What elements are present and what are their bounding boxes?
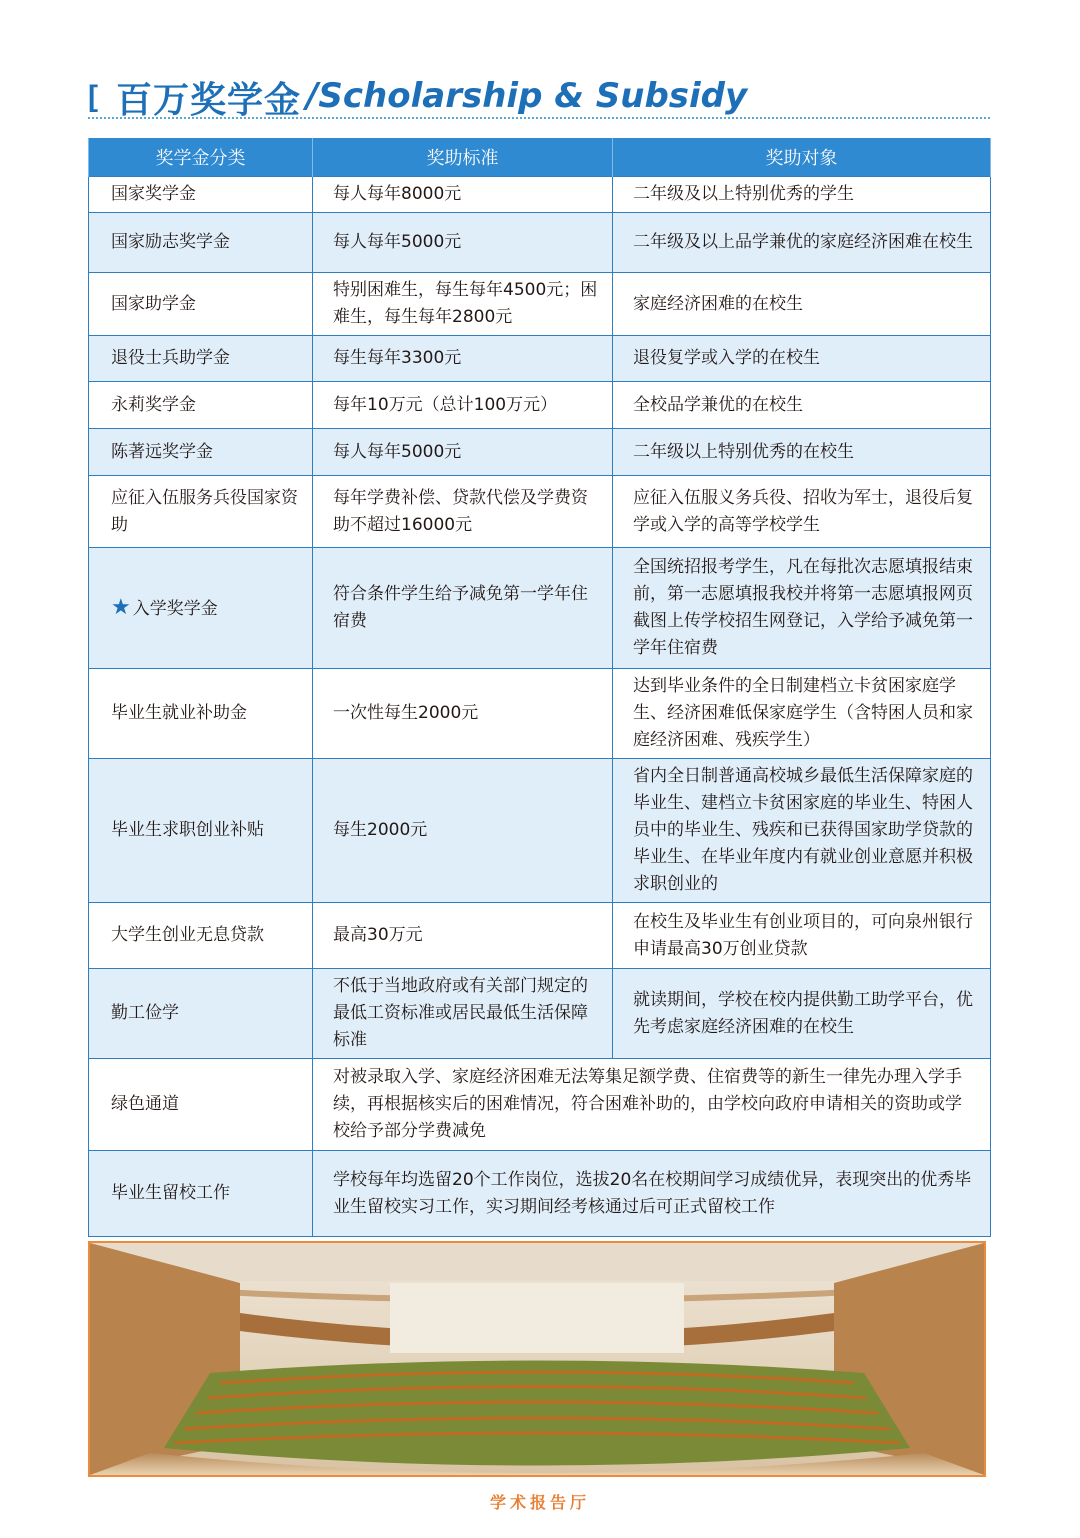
table-row [89,969,991,1059]
standard-cell: 每人每年8000元 [313,177,613,213]
category-cell: 国家助学金 [89,273,313,336]
target-cell: 省内全日制普通高校城乡最低生活保障家庭的毕业生、建档立卡贫困家庭的毕业生、特困人员中的毕业生、残疾和已获得国家助学贷款的毕业生、在毕业年度内有就业创业意愿并积极求职创业的 [613,759,991,903]
title-english: /Scholarship & Subsidy [306,76,748,116]
standard-cell: 每年学费补偿、贷款代偿及学费资助不超过16000元 [313,476,613,548]
table-row [89,429,991,476]
standard-cell: 符合条件学生给予减免第一学年住宿费 [313,548,613,669]
auditorium-photo [88,1241,986,1477]
scholarship-table [88,138,991,1237]
standard-cell: 每人每年5000元 [313,429,613,476]
category-cell: 应征入伍服务兵役国家资助 [89,476,313,548]
table-row [89,476,991,548]
star-icon: ★ [111,594,131,620]
category-cell: 永莉奖学金 [89,382,313,429]
standard-cell: 最高30万元 [313,903,613,969]
column-header-category: 奖学金分类 [89,138,313,177]
standard-cell: 每生每年3300元 [313,336,613,382]
category-label: 入学奖学金 [132,598,218,619]
merged-cell: 学校每年均选留20个工作岗位，选拔20名在校期间学习成绩优异，表现突出的优秀毕业生留校实习工作，实习期间经考核通过后可正式留校工作 [313,1151,991,1237]
target-cell: 二年级以上特别优秀的在校生 [613,429,991,476]
target-cell: 应征入伍服义务兵役、招收为军士，退役后复学或入学的高等学校学生 [613,476,991,548]
table-row [89,273,991,336]
target-cell: 二年级及以上品学兼优的家庭经济困难在校生 [613,213,991,273]
table-row [89,759,991,903]
table-row [89,1059,991,1151]
category-cell: 毕业生留校工作 [89,1151,313,1237]
dotted-divider [88,117,990,119]
table-row [89,336,991,382]
category-cell: 勤工俭学 [89,969,313,1059]
table-row [89,903,991,969]
table-row [89,1151,991,1237]
standard-cell: 特别困难生，每生每年4500元；困难生，每生每年2800元 [313,273,613,336]
category-cell: 陈著远奖学金 [89,429,313,476]
title-bracket: [ [88,80,98,113]
table-row [89,177,991,213]
category-cell: 国家励志奖学金 [89,213,313,273]
category-cell: 毕业生就业补助金 [89,669,313,759]
standard-cell: 不低于当地政府或有关部门规定的最低工资标准或居民最低生活保障标准 [313,969,613,1059]
target-cell: 二年级及以上特别优秀的学生 [613,177,991,213]
column-header-standard: 奖助标准 [313,138,613,177]
target-cell: 全国统招报考学生，凡在每批次志愿填报结束前，第一志愿填报我校并将第一志愿填报网页截图上传学校招生网登记，入学给予减免第一学年住宿费 [613,548,991,669]
standard-cell: 每人每年5000元 [313,213,613,273]
table-header-row [89,138,991,177]
column-header-target: 奖助对象 [613,138,991,177]
category-cell: 退役士兵助学金 [89,336,313,382]
table-row [89,213,991,273]
category-cell [89,548,313,669]
section-header [88,70,988,122]
standard-cell: 每生2000元 [313,759,613,903]
table-row [89,548,991,669]
standard-cell: 一次性每生2000元 [313,669,613,759]
category-cell: 绿色通道 [89,1059,313,1151]
category-cell: 国家奖学金 [89,177,313,213]
target-cell: 在校生及毕业生有创业项目的，可向泉州银行申请最高30万创业贷款 [613,903,991,969]
photo-caption: 学术报告厅 [489,1493,590,1512]
target-cell: 家庭经济困难的在校生 [613,273,991,336]
category-cell: 大学生创业无息贷款 [89,903,313,969]
target-cell: 达到毕业条件的全日制建档立卡贫困家庭学生、经济困难低保家庭学生（含特困人员和家庭经济困难、残疾学生） [613,669,991,759]
title-chinese: 百万奖学金 [116,80,302,121]
target-cell: 全校品学兼优的在校生 [613,382,991,429]
standard-cell: 每年10万元（总计100万元） [313,382,613,429]
auditorium-illustration [90,1243,984,1475]
target-cell: 退役复学或入学的在校生 [613,336,991,382]
table-row [89,669,991,759]
merged-cell: 对被录取入学、家庭经济困难无法筹集足额学费、住宿费等的新生一律先办理入学手续，再根据核实后的困难情况，符合困难补助的，由学校向政府申请相关的资助或学校给予部分学费减免 [313,1059,991,1151]
category-cell: 毕业生求职创业补贴 [89,759,313,903]
table-row [89,382,991,429]
target-cell: 就读期间，学校在校内提供勤工助学平台，优先考虑家庭经济困难的在校生 [613,969,991,1059]
